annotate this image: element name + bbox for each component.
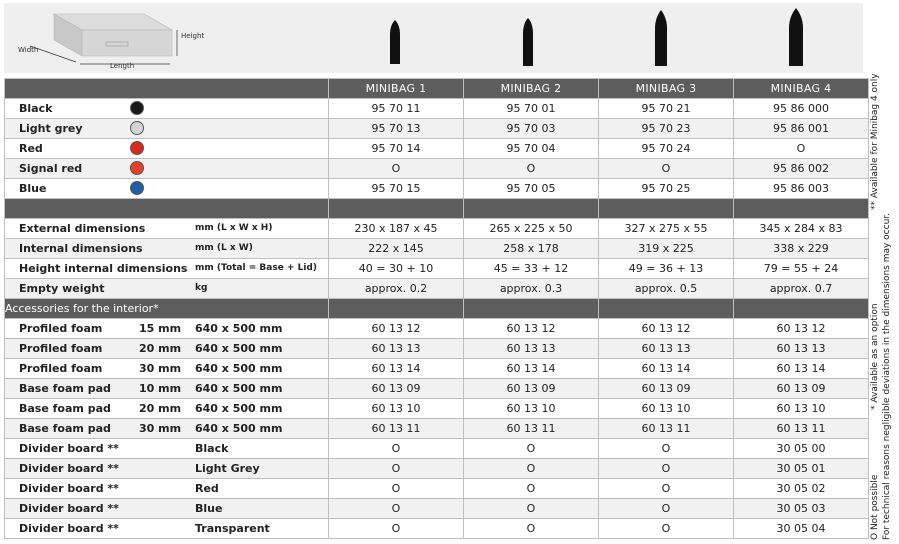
light-grey-swatch-icon [130,121,144,135]
article-number: 60 13 13 [329,339,464,359]
dimension-value: approx. 0.5 [599,279,734,299]
dimension-label: External dimensions [19,222,146,235]
foam-row [5,379,869,399]
foam-label: Base foam pad [19,382,111,395]
divider-color: Black [195,442,229,455]
color-label: Black [19,102,53,115]
article-number: 60 13 11 [329,419,464,439]
not-possible-mark: O [329,519,464,539]
article-number: 30 05 01 [734,459,869,479]
accessories-header-row [5,299,869,319]
note-tolerance: For technical reasons negligible deviations in the dimensions may occur. [882,212,892,540]
dimension-unit: mm (L x W) [195,243,253,253]
height-label: Height [181,32,205,40]
divider-row [5,499,869,519]
minibag-1-image [388,18,402,66]
dimension-value: approx. 0.7 [734,279,869,299]
model-heading: MINIBAG 4 [734,79,869,99]
article-number: 60 13 14 [734,359,869,379]
not-possible-mark: O [464,499,599,519]
not-possible-mark: O [599,439,734,459]
article-number: 95 70 14 [329,139,464,159]
section-separator [5,199,869,219]
header-blank-cell [5,79,329,99]
foam-thickness: 30 mm [139,422,182,435]
case-front-face [82,30,172,56]
article-number: 60 13 13 [464,339,599,359]
foam-size: 640 x 500 mm [195,422,283,435]
article-number: 60 13 11 [734,419,869,439]
foam-row [5,419,869,439]
article-number: 95 70 04 [464,139,599,159]
article-number: 60 13 13 [734,339,869,359]
not-possible-mark: O [464,459,599,479]
article-number: 60 13 14 [599,359,734,379]
not-possible-mark: O [599,499,734,519]
article-number: 30 05 00 [734,439,869,459]
foam-thickness: 15 mm [139,322,182,335]
article-number: 95 70 05 [464,179,599,199]
article-number: 95 70 03 [464,119,599,139]
foam-thickness: 20 mm [139,342,182,355]
dimension-value: 45 = 33 + 12 [464,259,599,279]
article-number: 95 70 24 [599,139,734,159]
foam-row [5,339,869,359]
color-row [5,159,869,179]
foam-thickness: 30 mm [139,362,182,375]
not-possible-mark: O [464,439,599,459]
black-swatch-icon [130,101,144,115]
article-number: 30 05 04 [734,519,869,539]
dimension-value: 79 = 55 + 24 [734,259,869,279]
dimension-row [5,219,869,239]
foam-thickness: 20 mm [139,402,182,415]
foam-size: 640 x 500 mm [195,342,283,355]
not-possible-mark: O [329,479,464,499]
article-number: 95 86 000 [734,99,869,119]
color-label: Red [19,142,43,155]
article-number: 60 13 14 [329,359,464,379]
model-heading: MINIBAG 2 [464,79,599,99]
article-number: 60 13 09 [599,379,734,399]
article-number: 95 70 21 [599,99,734,119]
divider-label: Divider board ** [19,442,119,455]
article-number: 60 13 11 [599,419,734,439]
dimension-unit: mm (Total = Base + Lid) [195,263,317,273]
not-possible-mark: O [599,479,734,499]
dimension-row [5,279,869,299]
note-minibag4-only: ** Available for Minibag 4 only [870,73,880,210]
not-possible-mark: O [329,159,464,179]
not-possible-mark: O [599,459,734,479]
not-possible-mark: O [329,459,464,479]
length-label: Length [110,62,135,70]
foam-size: 640 x 500 mm [195,402,283,415]
color-label: Signal red [19,162,83,175]
blue-swatch-icon [130,181,144,195]
article-number: 60 13 10 [599,399,734,419]
divider-color: Red [195,482,219,495]
color-row [5,179,869,199]
article-number: 95 70 13 [329,119,464,139]
foam-thickness: 10 mm [139,382,182,395]
foam-row [5,399,869,419]
foam-size: 640 x 500 mm [195,322,283,335]
signal-red-swatch-icon [130,161,144,175]
not-possible-mark: O [329,439,464,459]
dimension-unit: mm (L x W x H) [195,223,273,233]
divider-label: Divider board ** [19,482,119,495]
dimension-value: 40 = 30 + 10 [329,259,464,279]
foam-label: Profiled foam [19,342,103,355]
foam-label: Profiled foam [19,362,103,375]
dimension-value: 230 x 187 x 45 [329,219,464,239]
case-dimensions-illustration [14,8,205,70]
foam-label: Base foam pad [19,402,111,415]
article-number: 60 13 09 [329,379,464,399]
article-number: 95 70 01 [464,99,599,119]
article-number: 60 13 09 [464,379,599,399]
not-possible-mark: O [734,139,869,159]
article-number: 60 13 12 [329,319,464,339]
color-row [5,99,869,119]
not-possible-mark: O [464,479,599,499]
note-option: * Available as an option [870,303,880,410]
divider-color: Blue [195,502,223,515]
article-number: 95 70 25 [599,179,734,199]
minibag-4-image [787,6,805,68]
foam-label: Profiled foam [19,322,103,335]
divider-label: Divider board ** [19,522,119,535]
article-number: 95 70 23 [599,119,734,139]
dimension-row [5,259,869,279]
foam-row [5,359,869,379]
divider-color: Transparent [195,522,270,535]
foam-label: Base foam pad [19,422,111,435]
article-number: 60 13 12 [734,319,869,339]
divider-row [5,459,869,479]
dimension-value: 265 x 225 x 50 [464,219,599,239]
specification-table [4,78,869,539]
divider-color: Light Grey [195,462,260,475]
article-number: 60 13 10 [464,399,599,419]
red-swatch-icon [130,141,144,155]
article-number: 95 86 003 [734,179,869,199]
dimension-value: 49 = 36 + 13 [599,259,734,279]
dimension-value: approx. 0.3 [464,279,599,299]
color-row [5,119,869,139]
article-number: 30 05 02 [734,479,869,499]
article-number: 30 05 03 [734,499,869,519]
minibag-2-image [520,16,536,68]
article-number: 60 13 10 [734,399,869,419]
not-possible-mark: O [464,159,599,179]
article-number: 60 13 14 [464,359,599,379]
dimension-value: approx. 0.2 [329,279,464,299]
divider-label: Divider board ** [19,462,119,475]
footnotes [869,0,897,540]
article-number: 95 86 002 [734,159,869,179]
foam-row [5,319,869,339]
article-number: 60 13 10 [329,399,464,419]
accessories-title: Accessories for the interior* [5,299,329,319]
foam-size: 640 x 500 mm [195,382,283,395]
not-possible-mark: O [599,519,734,539]
dimension-unit: kg [195,283,208,293]
divider-row [5,479,869,499]
not-possible-mark: O [464,519,599,539]
dimension-value: 258 x 178 [464,239,599,259]
dimension-value: 338 x 229 [734,239,869,259]
divider-row [5,519,869,539]
article-number: 95 70 11 [329,99,464,119]
model-header-row [5,79,869,99]
minibag-3-image [653,8,669,68]
dimension-value: 319 x 225 [599,239,734,259]
color-row [5,139,869,159]
dimension-row [5,239,869,259]
dimension-value: 345 x 284 x 83 [734,219,869,239]
article-number: 60 13 12 [599,319,734,339]
dimension-label: Empty weight [19,282,105,295]
color-label: Blue [19,182,47,195]
article-number: 60 13 09 [734,379,869,399]
dimension-label: Internal dimensions [19,242,143,255]
not-possible-mark: O [599,159,734,179]
dimension-value: 222 x 145 [329,239,464,259]
article-number: 60 13 13 [599,339,734,359]
note-not-possible: O Not possible [870,474,880,540]
article-number: 95 70 15 [329,179,464,199]
article-number: 60 13 11 [464,419,599,439]
divider-label: Divider board ** [19,502,119,515]
article-number: 60 13 12 [464,319,599,339]
dimension-label: Height internal dimensions [19,262,188,275]
dimension-value: 327 x 275 x 55 [599,219,734,239]
foam-size: 640 x 500 mm [195,362,283,375]
model-heading: MINIBAG 1 [329,79,464,99]
divider-row [5,439,869,459]
model-heading: MINIBAG 3 [599,79,734,99]
width-label: Width [18,46,39,54]
article-number: 95 86 001 [734,119,869,139]
not-possible-mark: O [329,499,464,519]
color-label: Light grey [19,122,83,135]
